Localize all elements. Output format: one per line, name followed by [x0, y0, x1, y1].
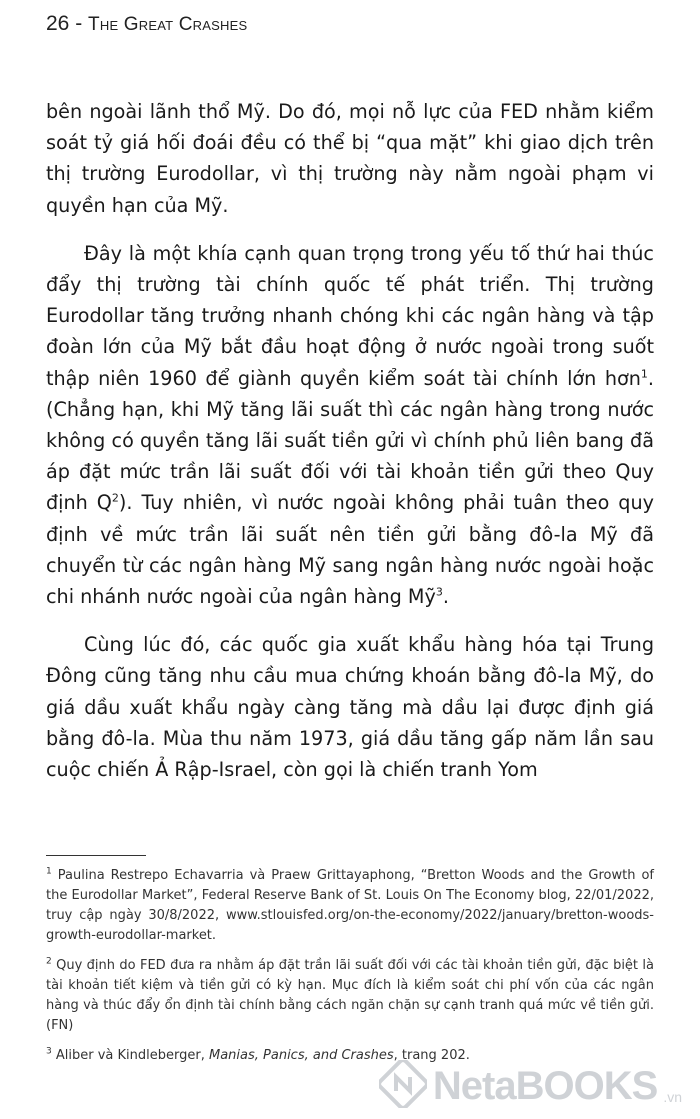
footnote-3-mark: 3 — [46, 1046, 52, 1057]
footnote-2 — [46, 956, 654, 1036]
paragraph-2-part-c: ). Tuy nhiên, vì nước ngoài không phải tuân theo quy định về mức trần lãi suất nên tiền gửi bằng đô-la Mỹ đã chuyển từ các ngân hàng Mỹ sang ngân hàng nước ngoài hoặc chi nhánh nước ngoài của ngân hàng Mỹ — [46, 491, 654, 609]
footnote-2-mark: 2 — [46, 956, 52, 967]
footnote-1 — [46, 866, 654, 946]
page-number: 26 — [46, 12, 70, 35]
footnote-ref-3[interactable]: 3 — [435, 585, 443, 599]
footnote-ref-2[interactable]: 2 — [111, 492, 119, 506]
book-title: The Great Crashes — [88, 14, 248, 35]
footnote-3-post: , trang 202. — [393, 1048, 470, 1063]
footnotes — [46, 866, 654, 1076]
paragraph-3: Cùng lúc đó, các quốc gia xuất khẩu hàng hóa tại Trung Đông cũng tăng nhu cầu mua chứng khoán bằng đô-la Mỹ, do giá dầu xuất khẩu ngày càng tăng mà dầu lại được định giá bằng đô-la. Mùa thu năm 1973, giá dầu tăng gấp năm lần sau cuộc chiến Ả Rập-Israel, còn gọi là chiến tranh Yom — [46, 633, 654, 782]
footnote-divider — [46, 855, 146, 856]
main-text — [46, 96, 654, 802]
paragraph-2-part-a: Đây là một khía cạnh quan trọng trong yếu tố thứ hai thúc đẩy thị trường tài chính quốc tế phát triển. Thị trường Eurodollar tăng trưởng nhanh chóng khi các ngân hàng và tập đoàn lớn của Mỹ bắt đầu hoạt động ở nước ngoài trong suốt thập niên 1960 để giành quyền kiểm soát tài chính lớn hơn — [46, 241, 654, 390]
footnote-3-pre: Aliber và Kindleberger, — [55, 1048, 209, 1063]
watermark-tld: .vn — [663, 1089, 682, 1105]
footnote-ref-1[interactable]: 1 — [640, 367, 648, 381]
paragraph-1: bên ngoài lãnh thổ Mỹ. Do đó, mọi nỗ lực của FED nhằm kiểm soát tỷ giá hối đoái đều có thể bị “qua mặt” khi giao dịch trên thị trường Eurodollar, vì thị trường này nằm ngoài phạm vi quyền hạn của Mỹ. — [46, 100, 654, 217]
watermark-brand: NetaBOOKS — [432, 1064, 658, 1108]
running-header — [46, 12, 247, 36]
footnote-3-title: Manias, Panics, and Crashes — [208, 1048, 394, 1063]
netabooks-logo-icon — [379, 1060, 427, 1113]
watermark — [379, 1060, 682, 1113]
footnote-2-text: Quy định do FED đưa ra nhằm áp đặt trần lãi suất đối với các tài khoản tiền gửi, đặc biệt là tài khoản tiết kiệm và tiền gửi có kỳ hạn. Mục đích là kiểm soát chi phí vốn của các ngân hàng và thúc đẩy ổn định tài chính bằng cách ngăn chặn sự cạnh tranh quá mức về tiền gửi. (FN) — [46, 958, 654, 1033]
paragraph-2-part-d: . — [442, 585, 449, 609]
paragraph-2 — [46, 238, 654, 612]
footnote-1-mark: 1 — [46, 866, 52, 877]
footnote-1-text: Paulina Restrepo Echavarria và Praew Grittayaphong, “Bretton Woods and the Growth of the Eurodollar Market”, Federal Reserve Bank of St. Louis On The Economy blog, 22/01/2022, truy cập ngày 30/8/2022, www.stlouisfed.org/on-the-economy/2022/january/bretton-woods-growth-eurodollar-market. — [46, 868, 654, 943]
paragraph-2-part-b: . (Chẳng hạn, khi Mỹ tăng lãi suất thì các ngân hàng trong nước không có quyền tăng lãi suất tiền gửi vì chính phủ liên bang đã áp đặt mức trần lãi suất đối với tài khoản tiền gửi theo Quy định Q — [46, 366, 654, 515]
header-separator: - — [75, 12, 83, 35]
